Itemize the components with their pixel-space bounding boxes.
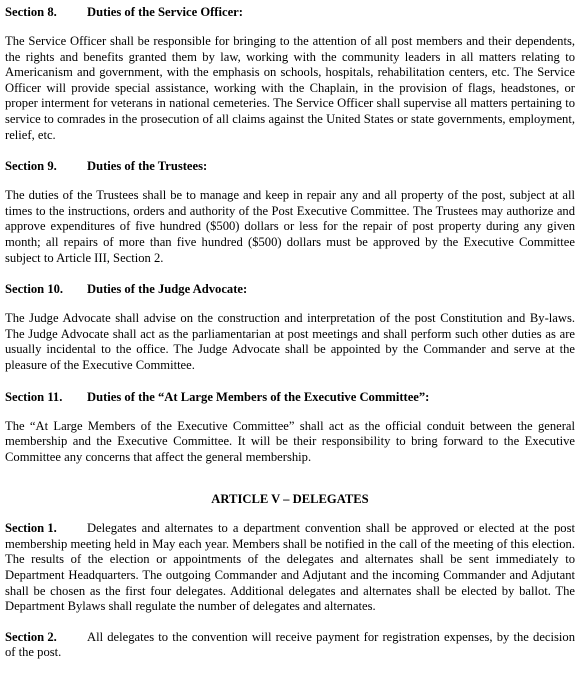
section-title: Duties of the Trustees:: [87, 159, 208, 174]
section-body: The Judge Advocate shall advise on the construction and interpretation of the post Constitution and By-laws. The Judge Advocate shall act as the parliamentarian at post meetings and shall perform such other duties as are usually incidental to the office. The Judge Advocate shall be appointed by the Commander and serve at the pleasure of the Executive Committee.: [5, 311, 575, 372]
section-8: [5, 4, 575, 143]
section-number: Section 9.: [5, 159, 57, 174]
section-title: Duties of the “At Large Members of the Executive Committee”:: [87, 389, 430, 404]
section-body: [5, 630, 575, 661]
section-number: Section 11.: [5, 389, 63, 404]
section-number: Section 8.: [5, 5, 57, 19]
section-text: Delegates and alternates to a department convention shall be approved or elected at the post membership meeting held in May each year. Members shall be notified in the call of the meeting of this election. The results of the election or appointments of the delegates and alternates shall be sent immediately to Department Headquarters. The outgoing Commander and Adjutant and the incoming Commander and Adjutant shall be chosen as the first four delegates. Additional delegates and alternates shall be elected by ballot. The Department Bylaws shall regulate the number of delegates and alternates.: [5, 521, 575, 614]
section-heading: [5, 389, 575, 405]
section-number: Section 10.: [5, 282, 64, 297]
section-body: The duties of the Trustees shall be to manage and keep in repair any and all property of the post, subject at all times to the instructions, orders and authority of the Post Executive Committee. The Trustees may authorize and approve expenditures of five hundred ($500) dollars or less for the repair of post property during any given month; all repairs of more than five hundred ($500) dollars must be approved by the Executive Committee subject to Article III, Section 2.: [5, 188, 575, 265]
section-10: [5, 281, 575, 373]
section-body: The Service Officer shall be responsible for bringing to the attention of all post members and their dependents, the rights and benefits granted them by law, working with the community leaders in all matters relating to Americanism and government, with the emphasis on schools, hospitals, rehabilitation centers, etc. The Service Officer will provide special assistance, working with the Chaplain, in the provision of flags, headstones, or proper interment for veterans in national cemeteries. The Service Officer shall supervise all matters pertaining to service to comrades in the prosecution of all claims against the United States or state governments, employment, relief, etc.: [5, 34, 575, 142]
section-11: [5, 389, 575, 466]
section-text: All delegates to the convention will receive payment for registration expenses, by the decision of the post.: [5, 629, 575, 660]
article-section-2: [5, 630, 575, 661]
article-section-1: [5, 521, 575, 615]
section-number: Section 2.: [5, 629, 57, 644]
section-body: [5, 521, 575, 615]
section-9: [5, 158, 575, 266]
section-heading: [5, 4, 575, 20]
section-heading: [5, 158, 575, 174]
section-number: Section 1.: [5, 521, 57, 536]
section-heading: [5, 281, 575, 297]
section-title: Duties of the Judge Advocate:: [87, 282, 248, 297]
section-body: The “At Large Members of the Executive Committee” shall act as the official conduit between the general membership and the Executive Committee. It will be their responsibility to bring forward to the Executive Committee any concerns that affect the general membership.: [5, 418, 575, 464]
section-title: Duties of the Service Officer:: [87, 5, 243, 19]
article-title: ARTICLE V – DELEGATES: [211, 492, 369, 507]
